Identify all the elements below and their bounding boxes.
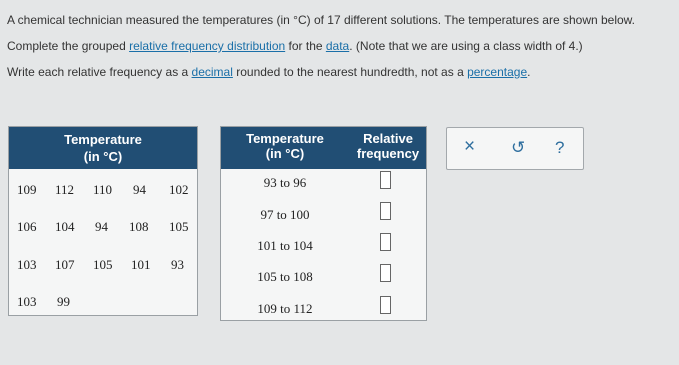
class-label: 105 to 108 (257, 269, 313, 284)
data-value: 110 (93, 182, 113, 197)
instruction-text-1: A chemical technician measured the temperatures (in °C) of 17 different solutions. The temperatures are shown below. (7, 13, 636, 27)
relative-frequency-distribution-link[interactable]: relative frequency distribution (129, 39, 286, 53)
data-value: 112 (55, 182, 75, 197)
instruction-text-2b: for the (285, 39, 326, 53)
data-value: 106 (17, 219, 37, 234)
instruction-text-3c: . (527, 65, 531, 79)
data-value: 93 (171, 257, 184, 272)
instruction-line-3 (7, 64, 672, 80)
relative-frequency-input[interactable] (380, 233, 391, 251)
freq-table-header (221, 127, 426, 169)
instruction-line-2 (7, 38, 672, 54)
freq-row-4 (221, 264, 426, 284)
data-value: 103 (17, 257, 37, 272)
class-header-line2: (in °C) (265, 146, 305, 161)
data-value: 99 (57, 294, 70, 309)
data-value: 105 (93, 257, 113, 272)
class-column-header (221, 131, 349, 161)
relative-frequency-input[interactable] (380, 264, 391, 282)
class-label: 101 to 104 (257, 238, 313, 253)
data-value: 105 (169, 219, 189, 234)
instruction-line-1 (7, 12, 672, 28)
relative-frequency-input[interactable] (380, 296, 391, 314)
instruction-text-2c: . (Note that we are using a class width of 4.) (349, 39, 583, 53)
data-value: 94 (95, 219, 108, 234)
undo-icon[interactable]: ↺ (511, 138, 526, 157)
help-icon[interactable]: ? (555, 138, 565, 157)
instruction-text-2a: Complete the grouped (7, 39, 130, 53)
temperature-data-table (8, 126, 198, 316)
freq-row-3 (221, 233, 426, 253)
frequency-distribution-table (220, 126, 427, 321)
freq-header-line2: frequency (356, 146, 420, 161)
relative-frequency-input[interactable] (380, 171, 391, 189)
instructions (7, 12, 672, 90)
freq-row-2 (221, 202, 426, 222)
data-value: 103 (17, 294, 37, 309)
freq-row-1 (221, 171, 426, 191)
data-value: 107 (55, 257, 75, 272)
data-table-header (9, 127, 197, 169)
freq-row-5 (221, 296, 426, 316)
decimal-link[interactable]: decimal (191, 65, 233, 79)
data-value: 104 (55, 219, 75, 234)
relative-frequency-column-header (349, 131, 427, 161)
instruction-text-3a: Write each relative frequency as a (7, 65, 192, 79)
class-label: 93 to 96 (263, 175, 307, 190)
data-value: 101 (131, 257, 151, 272)
answer-actions-panel (446, 127, 584, 170)
clear-answer-icon[interactable]: × (464, 136, 476, 157)
data-table-header-line1: Temperature (64, 132, 142, 147)
class-label: 109 to 112 (257, 301, 313, 316)
data-link[interactable]: data (325, 39, 350, 53)
class-header-line1: Temperature (246, 131, 324, 146)
data-value: 94 (133, 182, 146, 197)
data-value: 108 (129, 219, 149, 234)
data-value: 109 (17, 182, 37, 197)
data-value: 102 (169, 182, 189, 197)
percentage-link[interactable]: percentage (467, 65, 528, 79)
data-table-header-line2: (in °C) (83, 149, 123, 164)
instruction-text-3b: rounded to the nearest hundredth, not as a (232, 65, 468, 79)
relative-frequency-input[interactable] (380, 202, 391, 220)
freq-header-line1: Relative (363, 131, 413, 146)
class-label: 97 to 100 (260, 207, 310, 222)
